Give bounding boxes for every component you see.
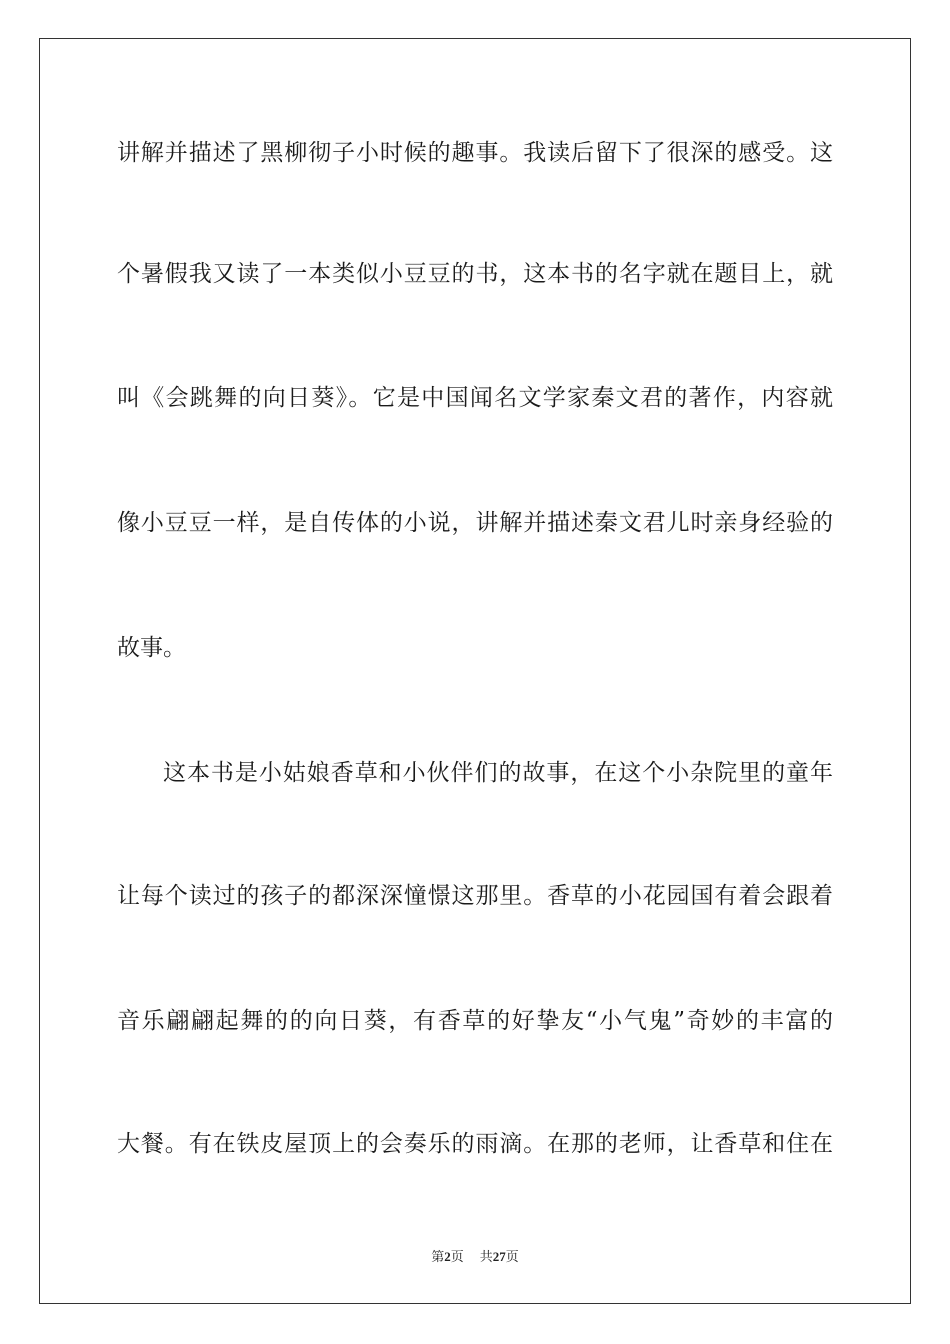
page-border xyxy=(39,38,911,1304)
footer-total-pages: 27 xyxy=(492,1249,506,1264)
footer-page-number: 2 xyxy=(444,1249,451,1264)
paragraph-line-2: 个暑假我又读了一本类似小豆豆的书，这本书的名字就在题目上，就 xyxy=(117,261,833,287)
paragraph-line-4: 像小豆豆一样，是自传体的小说，讲解并描述秦文君儿时亲身经验的 xyxy=(117,510,833,536)
footer-page-suffix: 页 xyxy=(450,1249,464,1264)
footer-total-prefix: 共 xyxy=(479,1249,493,1264)
paragraph-line-3: 叫《会跳舞的向日葵》。它是中国闻名文学家秦文君的著作，内容就 xyxy=(117,385,833,411)
paragraph-line-1: 讲解并描述了黑柳彻子小时候的趣事。我读后留下了很深的感受。这 xyxy=(117,140,833,166)
paragraph-line-9: 大餐。有在铁皮屋顶上的会奏乐的雨滴。在那的老师，让香草和住在 xyxy=(117,1131,833,1157)
page-footer xyxy=(0,1248,950,1266)
paragraph-line-5: 故事。 xyxy=(117,635,186,661)
paragraph-line-7: 让每个读过的孩子的都深深憧憬这那里。香草的小花园国有着会跟着 xyxy=(117,883,833,909)
footer-page-prefix: 第 xyxy=(431,1249,445,1264)
paragraph-line-6: 这本书是小姑娘香草和小伙伴们的故事，在这个小杂院里的童年 xyxy=(163,760,833,786)
footer-total-suffix: 页 xyxy=(505,1249,519,1264)
paragraph-line-8: 音乐翩翩起舞的的向日葵，有香草的好挚友“小气鬼”奇妙的丰富的 xyxy=(117,1008,833,1034)
